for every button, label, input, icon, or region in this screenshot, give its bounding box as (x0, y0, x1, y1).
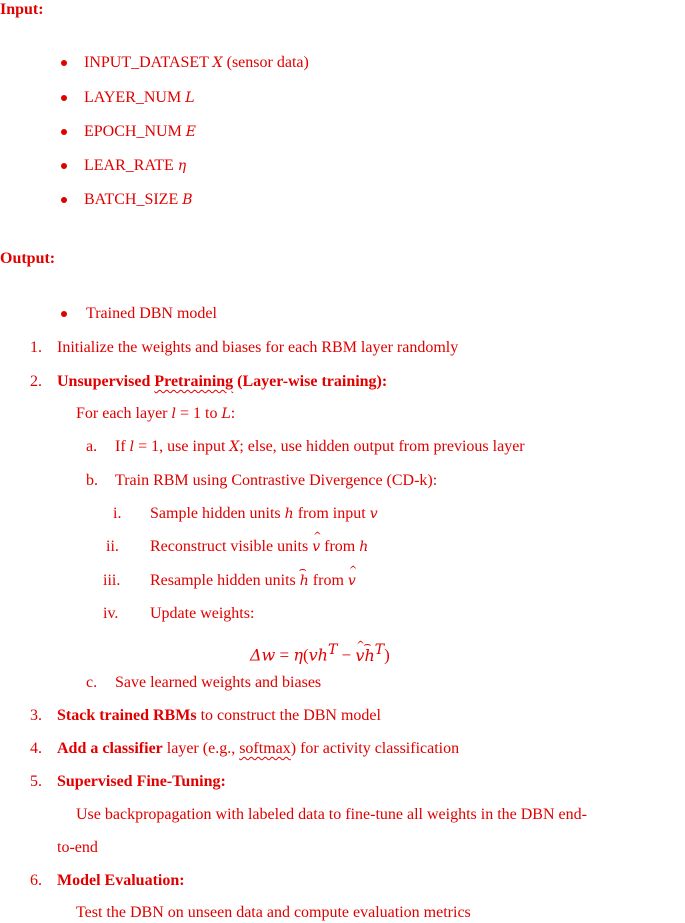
roman-text: Resample hidden units ⌢ h from ^ v (150, 571, 356, 591)
step-heading: Model Evaluation: (57, 872, 185, 889)
input-heading: Input: (0, 1, 44, 18)
step-number: 3. (30, 707, 42, 724)
loop-text: For each layer l = 1 to L: (76, 405, 236, 422)
bullet-icon (61, 163, 67, 169)
step-heading: Supervised Fine-Tuning: (57, 773, 226, 790)
step-text: Initialize the weights and biases for each RBM layer randomly (57, 339, 459, 356)
list-item: LEAR_RATE η (84, 157, 187, 174)
substep-marker: c. (86, 674, 98, 691)
bullet-icon (61, 129, 67, 135)
substep-text: If l = 1, use input X; else, use hidden output from previous layer (115, 438, 525, 455)
step-heading: Unsupervised Pretraining (Layer-wise training): (57, 373, 388, 390)
update-formula: $\Delta w = \eta(vh^T$ − ^ v⌢ $h^T$) (250, 640, 390, 666)
bullet-icon (61, 60, 67, 66)
step-number: 1. (30, 339, 42, 356)
roman-marker: ii. (106, 538, 119, 555)
substep-marker: a. (86, 438, 98, 455)
bullet-icon (61, 95, 67, 101)
substep-text: Save learned weights and biases (115, 674, 322, 691)
step-body: Use backpropagation with labeled data to fine-tune all weights in the DBN end- (76, 806, 587, 823)
list-item: BATCH_SIZE B (84, 191, 193, 208)
step-body: Test the DBN on unseen data and compute evaluation metrics (76, 904, 471, 921)
roman-marker: i. (113, 505, 122, 522)
step-number: 4. (30, 740, 42, 757)
step-text: Stack trained RBMs to construct the DBN model (57, 707, 381, 724)
list-item: EPOCH_NUM E (84, 123, 197, 140)
roman-text: Reconstruct visible units ^ v from h (150, 537, 368, 557)
roman-marker: iii. (103, 572, 121, 589)
bullet-icon (61, 197, 67, 203)
roman-marker: iv. (103, 605, 119, 622)
output-heading: Output: (0, 250, 56, 267)
step-number: 6. (30, 872, 42, 889)
substep-text: Train RBM using Contrastive Divergence (CD-k): (115, 472, 438, 489)
step-body: to-end (57, 839, 98, 856)
substep-marker: b. (86, 472, 98, 489)
list-item: LAYER_NUM L (84, 89, 195, 106)
list-item: INPUT_DATASET X (sensor data) (84, 54, 309, 71)
step-text: Add a classifier layer (e.g., softmax) for activity classification (57, 740, 460, 757)
roman-text: Sample hidden units h from input v (150, 505, 378, 522)
bullet-icon (61, 311, 67, 317)
roman-text: Update weights: (150, 605, 255, 622)
step-number: 5. (30, 773, 42, 790)
list-item: Trained DBN model (86, 305, 217, 322)
step-number: 2. (30, 373, 42, 390)
